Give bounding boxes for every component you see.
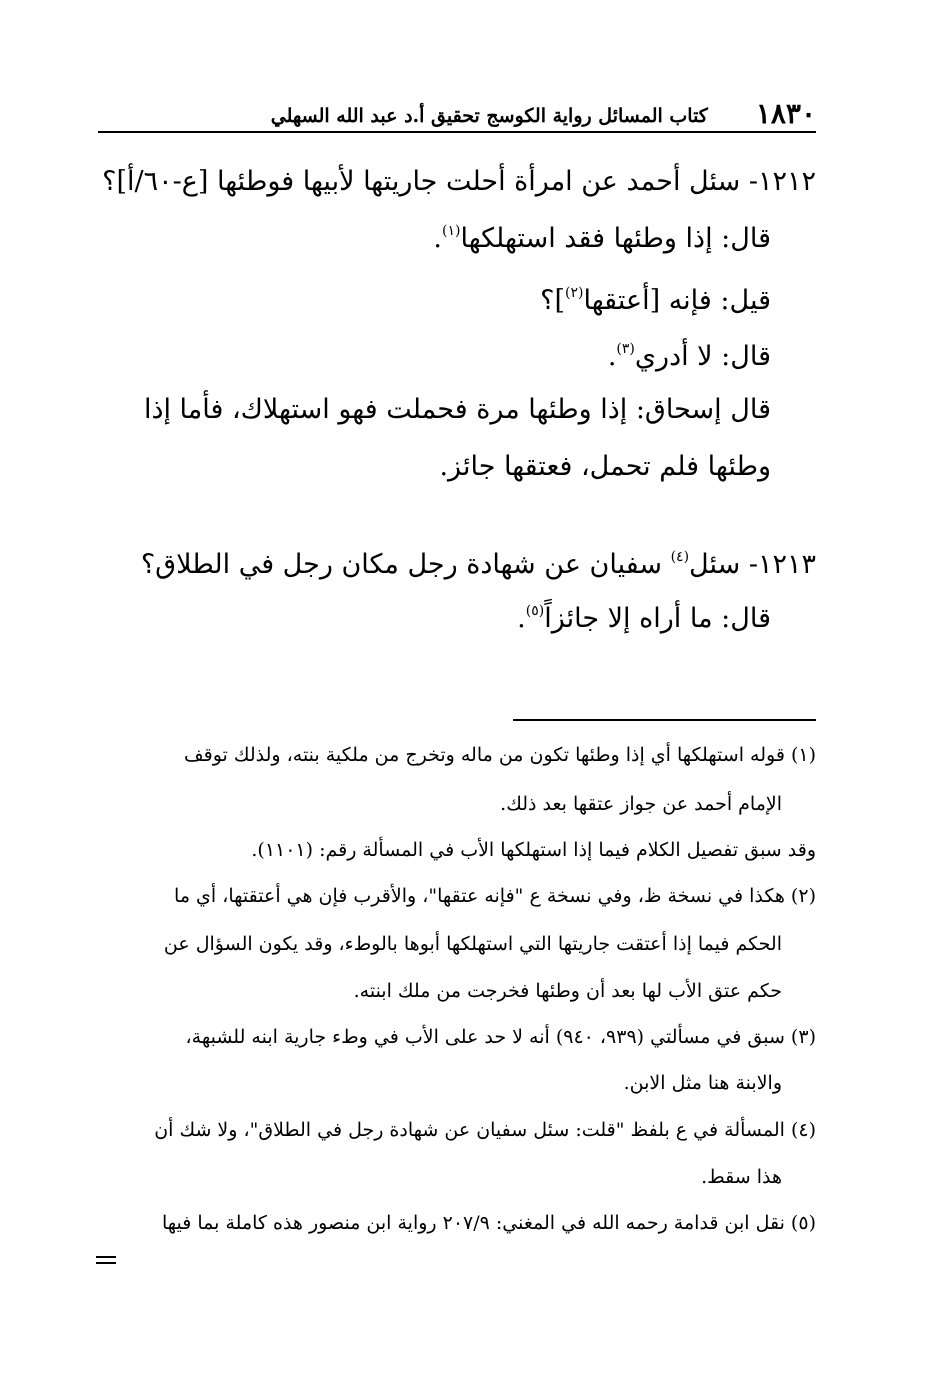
footnote-1: (١) قوله استهلكها أي إذا وطئها تكون من ماله وتخرج من ملكية بنته، ولذلك توقف <box>183 744 816 766</box>
footnote-ref: (٤) <box>670 549 690 565</box>
header-rule <box>98 131 816 133</box>
footnote-ref: (٥) <box>525 603 545 619</box>
answer-line: قال: لا أدري$^{(٣)}$. <box>607 341 771 372</box>
page-header <box>98 88 816 128</box>
running-title: كتاب المسائل رواية الكوسج تحقيق أ.د عبد الله السهلي <box>270 105 708 127</box>
ishaq-opinion-line: قال إسحاق: إذا وطئها مرة فحملت فهو استهلاك، فأما إذا <box>143 394 771 425</box>
footnote-4: (٤) المسألة في ع بلفظ "قلت: سئل سفيان عن شهادة رجل في الطلاق"، ولا شك أن <box>154 1119 816 1141</box>
footnote-5: (٥) نقل ابن قدامة رحمه الله في المغني: ٢٠٧/٩ رواية ابن منصور هذه كاملة بما فيها <box>161 1212 816 1234</box>
answer-line: قال: إذا وطئها فقد استهلكها$^{(١)}$. <box>433 223 771 254</box>
footnote-2-cont: حكم عتق الأب لها بعد أن وطئها فخرجت من ملك ابنته. <box>353 980 782 1002</box>
footnote-3: (٣) سبق في مسألتي (٩٣٩، ٩٤٠) أنه لا حد على الأب في وطء جارية ابنه للشبهة، <box>185 1026 816 1048</box>
footnote-1-cont: الإمام أحمد عن جواز عتقها بعد ذلك. <box>500 793 782 815</box>
body-text <box>98 168 816 658</box>
follow-up-question: قيل: فإنه [أعتقها$^{(٢)}$]؟ <box>540 285 771 316</box>
answer-line: قال: ما أراه إلا جائزاً$^{(٥)}$. <box>517 603 771 634</box>
continuation-mark <box>96 1256 116 1268</box>
page-number: ١٨٣٠ <box>755 97 816 130</box>
footnote-ref: (٣) <box>616 341 635 357</box>
question-1212: ١٢١٢- سئل أحمد عن امرأة أحلت جاريتها لأبيها فوطئها [ع-٦٠/أ]؟ <box>102 166 816 197</box>
footnote-ref: (٢) <box>565 285 584 301</box>
ishaq-opinion-line: وطئها فلم تحمل، فعتقها جائز. <box>439 451 771 482</box>
footnote-4-cont: هذا سقط. <box>701 1166 782 1188</box>
footnote-separator <box>513 719 816 721</box>
question-1213: ١٢١٣- سئل$^{(٤)}$ سفيان عن شهادة رجل مكان رجل في الطلاق؟ <box>140 549 816 580</box>
footnote-1-note: وقد سبق تفصيل الكلام فيما إذا استهلكها الأب في المسألة رقم: (١١٠١). <box>251 839 816 861</box>
footnotes <box>98 746 816 1244</box>
footnote-2: (٢) هكذا في نسخة ظ، وفي نسخة ع "فإنه عتقها"، والأقرب فإن هي أعتقتها، أي ما <box>174 885 816 907</box>
footnote-ref: (١) <box>442 223 461 239</box>
footnote-3-cont: والابنة هنا مثل الابن. <box>623 1072 782 1094</box>
footnote-2-cont: الحكم فيما إذا أعتقت جاريتها التي استهلكها أبوها بالوطء، وقد يكون السؤال عن <box>163 933 782 955</box>
